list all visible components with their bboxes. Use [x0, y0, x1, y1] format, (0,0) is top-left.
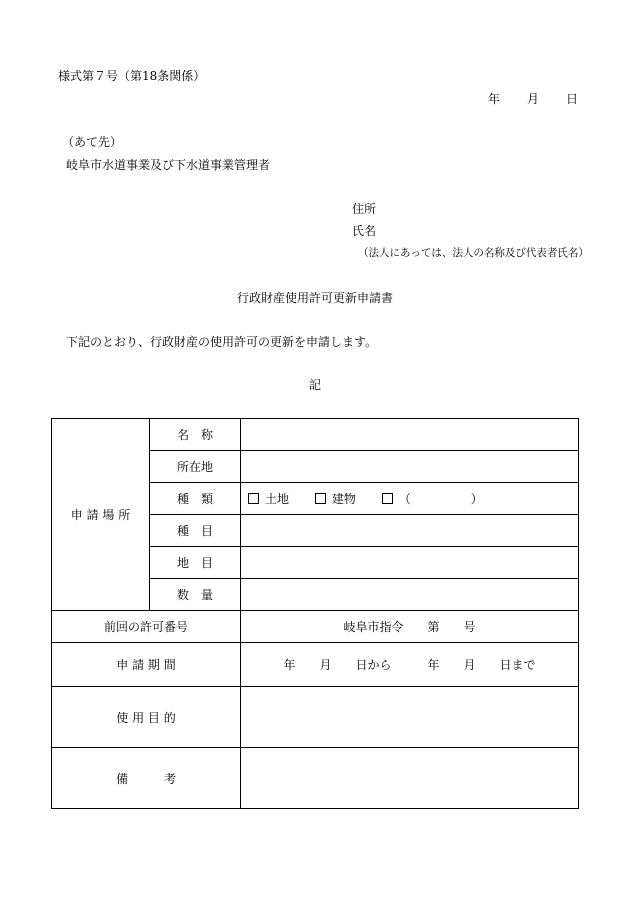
quantity-field-label: 数 量 [150, 579, 241, 611]
checkbox-icon[interactable] [315, 493, 326, 504]
kind-option-land[interactable] [248, 492, 289, 506]
kind-field [241, 483, 579, 515]
table-row [52, 611, 579, 643]
corporate-note: （法人にあっては、法人の名称及び代表者氏名） [358, 247, 589, 259]
address-label: 住所 [352, 202, 377, 216]
category-field[interactable] [241, 515, 579, 547]
kind-option-label: （ ） [398, 492, 483, 506]
checkbox-icon[interactable] [382, 493, 393, 504]
kind-option-building[interactable] [315, 492, 356, 506]
land-category-field-label: 地 目 [150, 547, 241, 579]
table-row [52, 419, 579, 451]
date-day: 日 [566, 92, 579, 106]
table-row [52, 643, 579, 687]
prev-permit-field[interactable]: 岐阜市指令 第 号 [241, 611, 579, 643]
checkbox-icon[interactable] [248, 493, 259, 504]
body-text: 下記のとおり、行政財産の使用許可の更新を申請します。 [66, 335, 378, 349]
table-row [52, 687, 579, 748]
remarks-label: 備 考 [52, 748, 241, 809]
land-category-field[interactable] [241, 547, 579, 579]
date-line [488, 90, 578, 107]
location-field-label: 所在地 [150, 451, 241, 483]
location-field[interactable] [241, 451, 579, 483]
quantity-field[interactable] [241, 579, 579, 611]
date-year: 年 [488, 92, 501, 106]
name-field-label: 名 称 [150, 419, 241, 451]
period-field[interactable]: 年 月 日から 年 月 日まで [241, 643, 579, 687]
name-field[interactable] [241, 419, 579, 451]
period-label: 申 請 期 間 [52, 643, 241, 687]
location-group-label: 申 請 場 所 [52, 419, 150, 611]
kind-option-label: 建物 [331, 492, 356, 506]
date-month: 月 [527, 92, 540, 106]
purpose-field[interactable] [241, 687, 579, 748]
addressee-label: （あて先） [62, 135, 123, 149]
table-row [52, 748, 579, 809]
name-label: 氏名 [352, 224, 377, 238]
form-number: 様式第７号（第18条関係） [58, 69, 206, 83]
prev-permit-label: 前回の許可番号 [52, 611, 241, 643]
application-table [51, 418, 579, 809]
purpose-label: 使 用 目 的 [52, 687, 241, 748]
kind-field-label: 種 類 [150, 483, 241, 515]
ki-heading: 記 [308, 378, 321, 392]
document-title: 行政財産使用許可更新申請書 [236, 291, 393, 305]
remarks-field[interactable] [241, 748, 579, 809]
kind-option-other[interactable] [382, 492, 483, 506]
addressee-name: 岐阜市水道事業及び下水道事業管理者 [66, 158, 271, 172]
kind-option-label: 土地 [265, 492, 290, 506]
category-field-label: 種 目 [150, 515, 241, 547]
